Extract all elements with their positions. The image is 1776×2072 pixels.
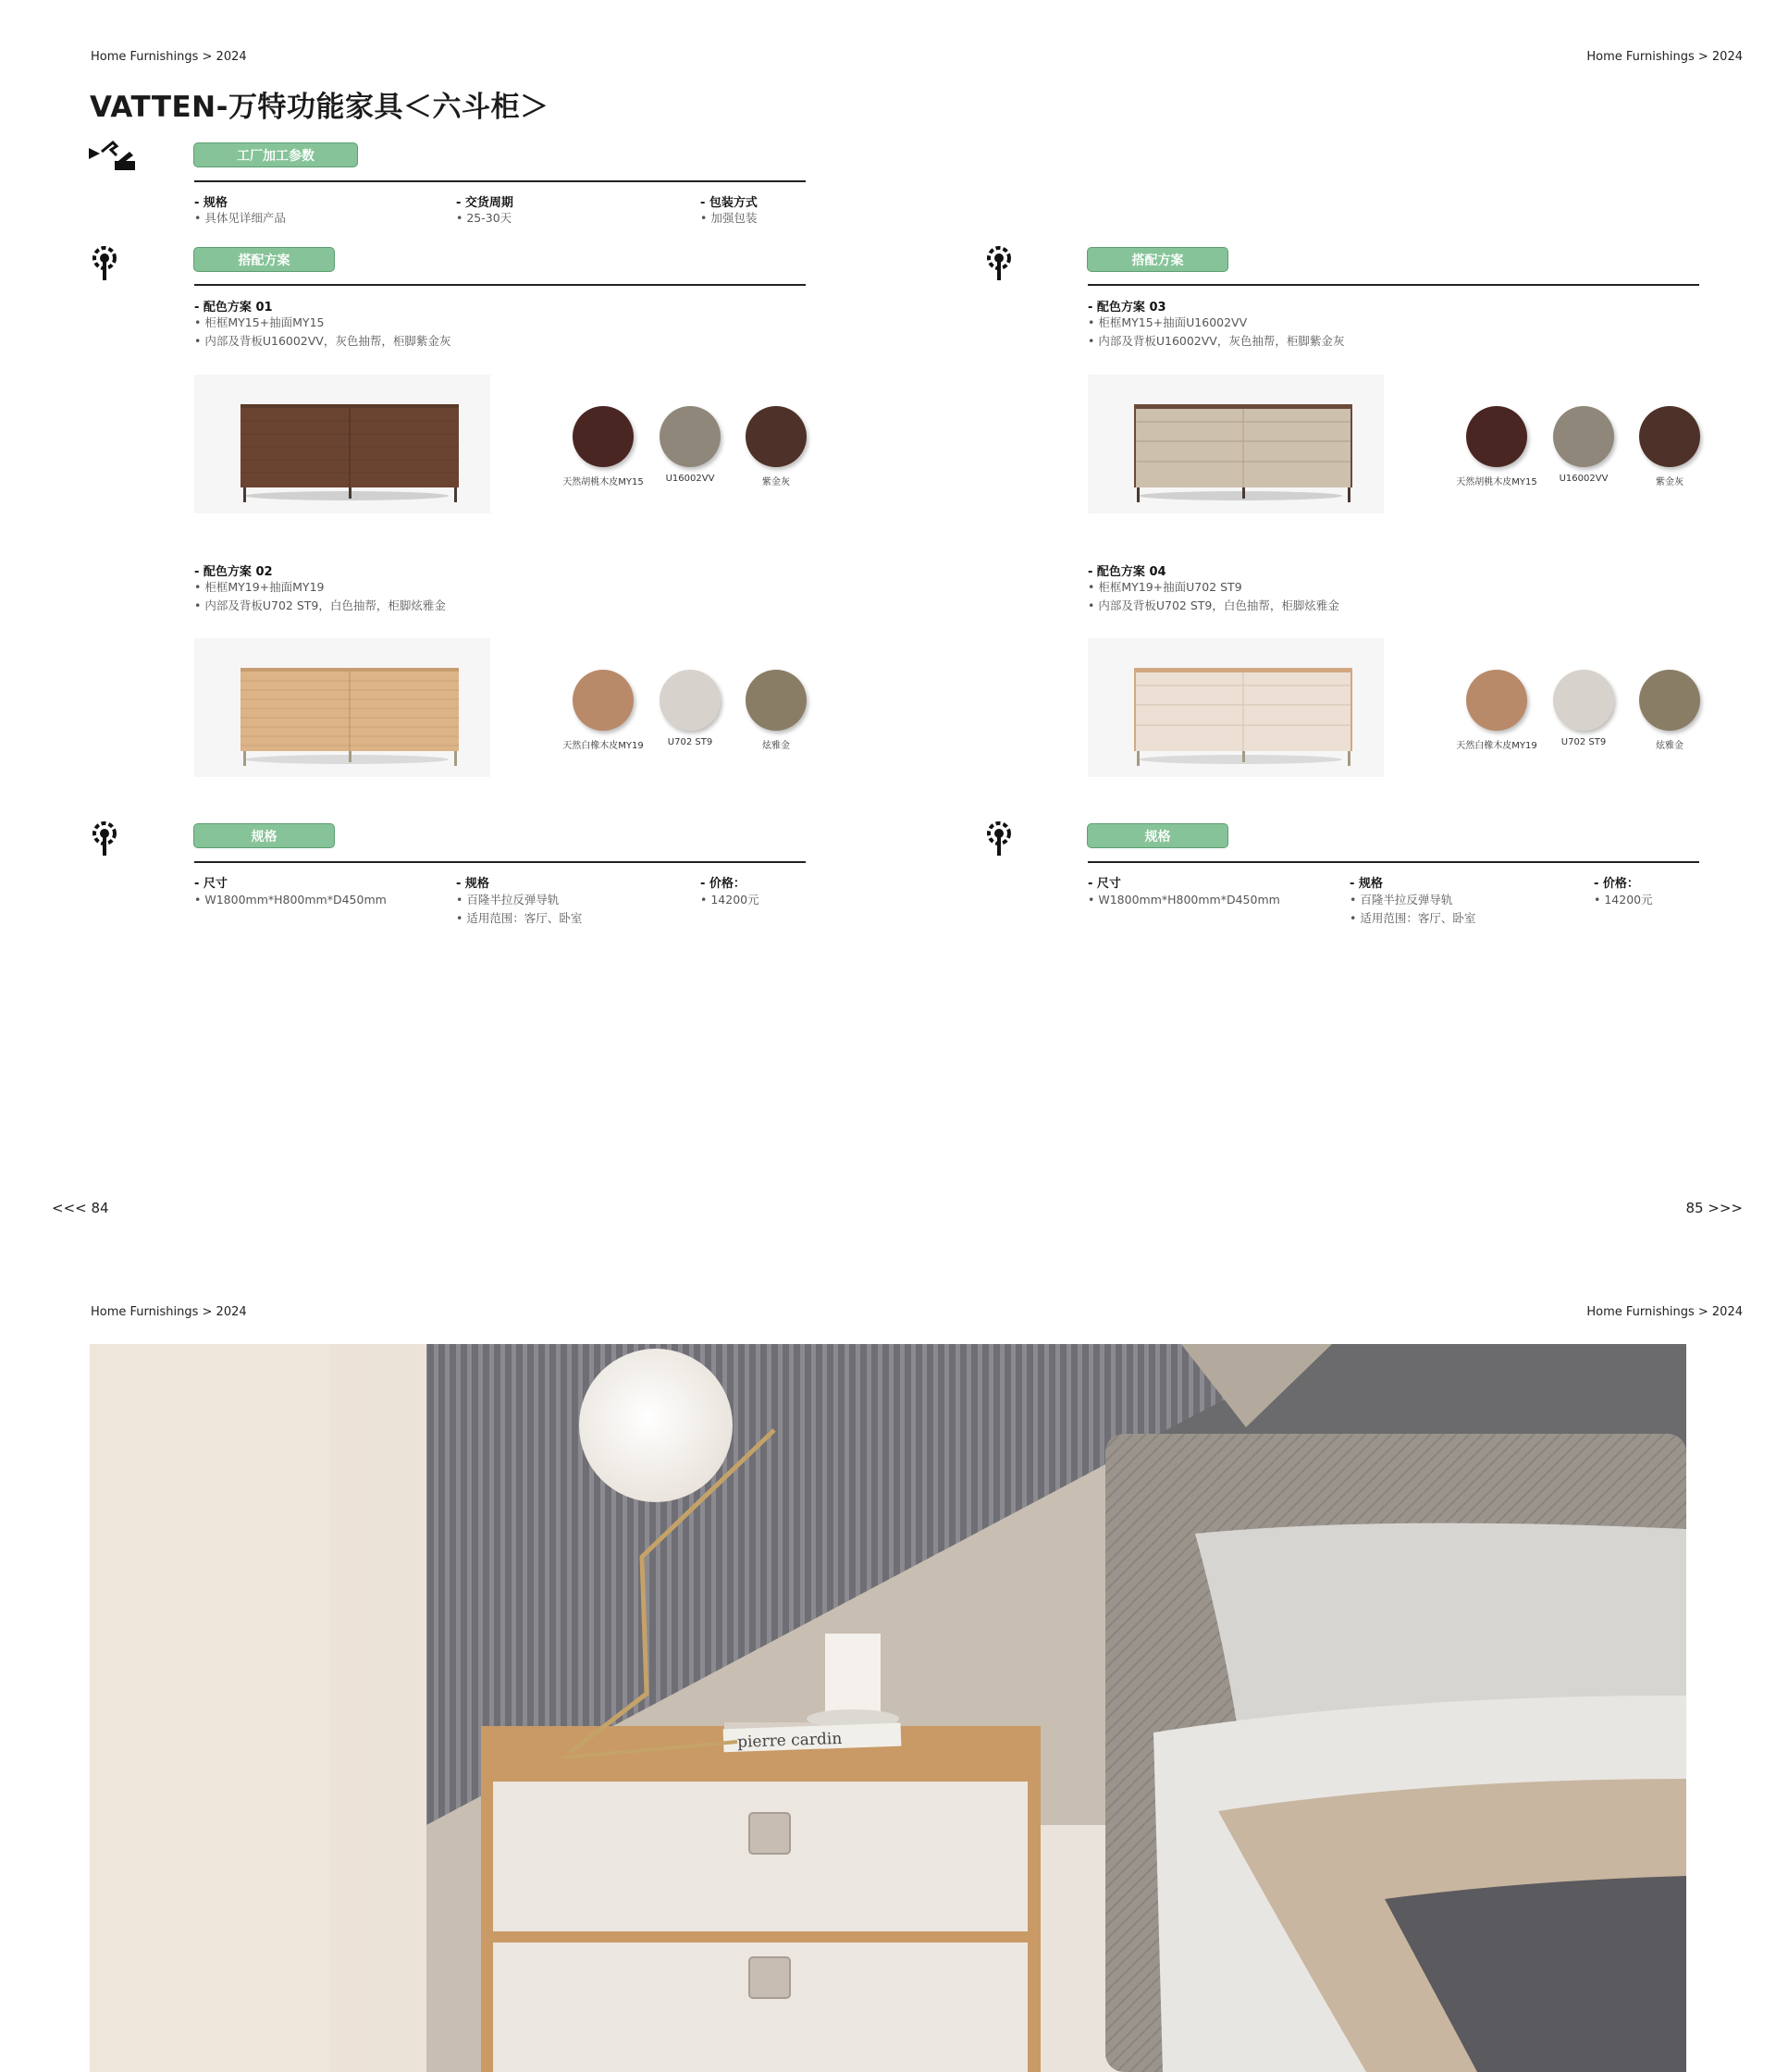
spec-price-label-right: - 价格： [1594, 877, 1639, 891]
gear-wrench-icon [89, 245, 120, 282]
factory-col3-value: • 加强包装 [700, 211, 758, 225]
header-right-2: Home Furnishings > 2024 [1586, 1305, 1743, 1319]
spec-price-value-left: • 14200元 [700, 893, 759, 906]
scheme-pill-right: 搭配方案 [1087, 247, 1228, 272]
swatch-01-2-label: U16002VV [665, 474, 715, 484]
scheme-rule-right [1088, 284, 1699, 286]
swatch-04-3 [1639, 670, 1700, 731]
spec-rule-left [194, 861, 806, 863]
factory-tools-icon [89, 141, 141, 176]
swatch-02-3 [746, 670, 807, 731]
factory-col2-value: • 25-30天 [456, 211, 512, 225]
swatch-04-1 [1466, 670, 1527, 731]
swatch-03-1-label: 天然胡桃木皮MY15 [1456, 477, 1537, 487]
factory-col1-label: - 规格 [194, 196, 228, 210]
scheme-03-line2: • 内部及背板U16002VV，灰色抽帮，柜脚紫金灰 [1088, 334, 1345, 348]
spec-price-label-left: - 价格： [700, 877, 746, 891]
header-right: Home Furnishings > 2024 [1586, 50, 1743, 64]
swatch-03-3-label: 紫金灰 [1656, 477, 1684, 487]
spec-pill-left: 规格 [193, 823, 335, 848]
scheme-02-line2: • 内部及背板U702 ST9，白色抽帮，柜脚炫雅金 [194, 598, 446, 612]
factory-col3-label: - 包装方式 [700, 196, 758, 210]
spec-size-value-right: • W1800mm*H800mm*D450mm [1088, 893, 1280, 906]
scheme-04-title: - 配色方案 04 [1088, 565, 1166, 579]
factory-col2-label: - 交货周期 [456, 196, 513, 210]
swatch-02-1-label: 天然白橡木皮MY19 [562, 741, 644, 751]
swatch-04-2 [1553, 670, 1614, 731]
spec-spec-label-left: - 规格 [456, 877, 489, 891]
swatch-02-1 [573, 670, 634, 731]
gear-wrench-icon [89, 820, 120, 857]
factory-col1-value: • 具体见详细产品 [194, 211, 286, 225]
spec-spec-line2-right: • 适用范围：客厅、卧室 [1350, 911, 1476, 925]
swatch-03-3 [1639, 406, 1700, 467]
spec-spec-label-right: - 规格 [1350, 877, 1383, 891]
swatch-04-1-label: 天然白橡木皮MY19 [1456, 741, 1537, 751]
spec-pill-right: 规格 [1087, 823, 1228, 848]
page-title: VATTEN-万特功能家具＜六斗柜＞ [90, 91, 549, 124]
book-title: pierre cardin [736, 1729, 843, 1752]
swatch-01-2 [660, 406, 721, 467]
swatch-03-2-label: U16002VV [1559, 474, 1609, 484]
gear-wrench-icon [983, 820, 1015, 857]
swatch-04-3-label: 炫雅金 [1656, 741, 1684, 751]
swatch-03-1 [1466, 406, 1527, 467]
cabinet-image-02 [194, 638, 490, 777]
scheme-01-line2: • 内部及背板U16002VV，灰色抽帮，柜脚紫金灰 [194, 334, 451, 348]
header-left-2: Home Furnishings > 2024 [91, 1305, 247, 1319]
header-left: Home Furnishings > 2024 [91, 50, 247, 64]
spec-rule-right [1088, 861, 1699, 863]
page-prev-84[interactable]: <<< 84 [52, 1200, 109, 1216]
swatch-02-2 [660, 670, 721, 731]
swatch-01-1-label: 天然胡桃木皮MY15 [562, 477, 644, 487]
spec-size-value-left: • W1800mm*H800mm*D450mm [194, 893, 387, 906]
spec-spec-line1-left: • 百隆半拉反弹导轨 [456, 893, 560, 906]
gear-wrench-icon [983, 245, 1015, 282]
cabinet-image-03 [1088, 375, 1384, 513]
scheme-04-line2: • 内部及背板U702 ST9，白色抽帮，柜脚炫雅金 [1088, 598, 1339, 612]
scheme-rule-left [194, 284, 806, 286]
swatch-01-1 [573, 406, 634, 467]
scheme-pill-left: 搭配方案 [193, 247, 335, 272]
spec-price-value-right: • 14200元 [1594, 893, 1653, 906]
scheme-04-line1: • 柜框MY19+抽面U702 ST9 [1088, 580, 1242, 594]
scheme-03-line1: • 柜框MY15+抽面U16002VV [1088, 315, 1248, 329]
spec-size-label-left: - 尺寸 [194, 877, 228, 891]
spec-spec-line1-right: • 百隆半拉反弹导轨 [1350, 893, 1453, 906]
spec-spec-line2-left: • 适用范围：客厅、卧室 [456, 911, 583, 925]
cabinet-image-04 [1088, 638, 1384, 777]
swatch-04-2-label: U702 ST9 [1560, 737, 1607, 747]
bedroom-photo [90, 1344, 1686, 2072]
swatch-01-3 [746, 406, 807, 467]
scheme-03-title: - 配色方案 03 [1088, 301, 1166, 314]
scheme-01-line1: • 柜框MY15+抽面MY15 [194, 315, 325, 329]
scheme-02-line1: • 柜框MY19+抽面MY19 [194, 580, 325, 594]
swatch-01-3-label: 紫金灰 [762, 477, 790, 487]
cabinet-image-01 [194, 375, 490, 513]
scheme-01-title: - 配色方案 01 [194, 301, 273, 314]
page-next-85[interactable]: 85 >>> [1685, 1200, 1743, 1216]
swatch-02-2-label: U702 ST9 [667, 737, 713, 747]
swatch-03-2 [1553, 406, 1614, 467]
swatch-02-3-label: 炫雅金 [762, 741, 790, 751]
factory-params-pill: 工厂加工参数 [193, 142, 358, 167]
scheme-02-title: - 配色方案 02 [194, 565, 273, 579]
spec-size-label-right: - 尺寸 [1088, 877, 1121, 891]
factory-rule [194, 180, 806, 182]
